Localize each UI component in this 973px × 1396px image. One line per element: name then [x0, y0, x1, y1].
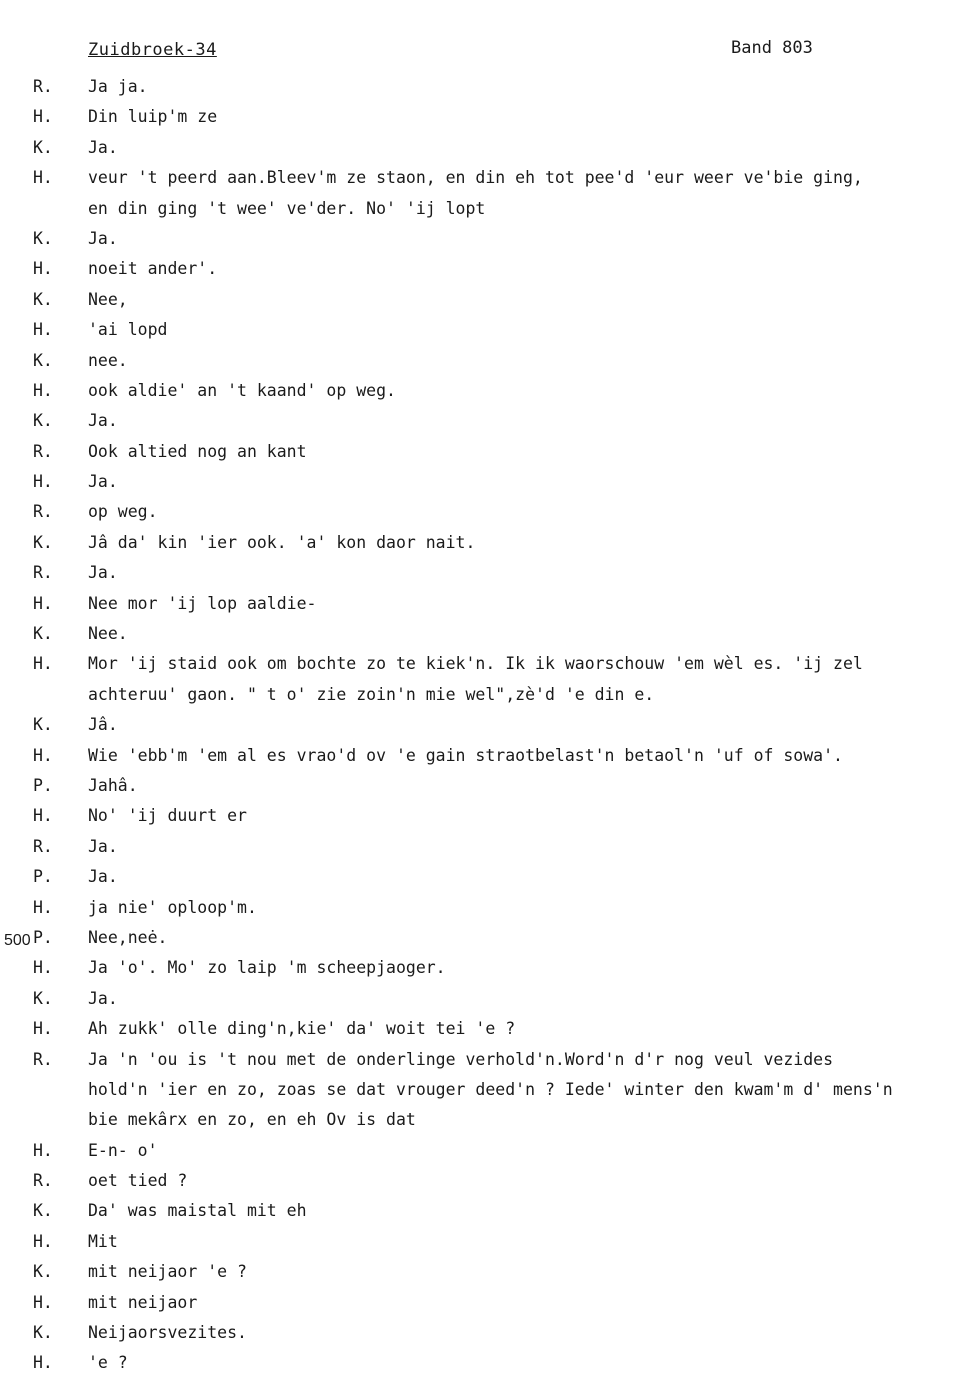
utterance-text: 'e ? [88, 1353, 128, 1373]
transcript-line [0, 1257, 973, 1287]
transcript-line [0, 467, 973, 497]
utterance-text: Jâ da' kin 'ier ook. 'a' kon daor nait. [88, 532, 476, 552]
utterance-text: Ja ja. [88, 77, 148, 96]
utterance-text: E-n- o' [88, 1140, 158, 1160]
speaker-label: H. [33, 1140, 53, 1160]
utterance-text: ja nie' oploop'm. [88, 897, 257, 917]
transcript-line [0, 1014, 973, 1044]
transcript-line [0, 1075, 973, 1105]
transcript-line [0, 832, 973, 862]
utterance-text: noeit ander'. [88, 259, 218, 279]
speaker-label: H. [33, 168, 53, 188]
speaker-label: H. [33, 806, 53, 826]
speaker-label: K. [33, 988, 53, 1008]
utterance-text: Nee,neė. [88, 927, 168, 947]
transcript-line [0, 102, 973, 132]
transcript-line [0, 1288, 973, 1318]
speaker-label: K. [33, 532, 53, 552]
speaker-label: H. [33, 472, 53, 492]
transcript-line [0, 346, 973, 376]
speaker-label: K. [33, 1201, 53, 1221]
transcript-line [0, 589, 973, 619]
speaker-label: H. [33, 1353, 53, 1373]
transcript-line [0, 194, 973, 224]
utterance-text: Din luip'm ze [88, 107, 218, 127]
transcript-line [0, 923, 973, 953]
utterance-text: hold'n 'ier en zo, zoas se dat vrouger deed'n ? Iede' winter den kwam'm d' mens'n [88, 1079, 893, 1099]
utterance-text: No' 'ij duurt er [88, 806, 247, 826]
speaker-label: K. [33, 289, 53, 309]
transcript-line [0, 1105, 973, 1135]
utterance-text: Nee, [88, 289, 128, 309]
speaker-label: R. [33, 77, 53, 96]
transcript-line [0, 163, 973, 193]
speaker-label: H. [33, 593, 53, 613]
transcript-line [0, 1227, 973, 1257]
utterance-text: 'ai lopd [88, 320, 168, 340]
speaker-label: K. [33, 1323, 53, 1343]
speaker-label: K. [33, 1262, 53, 1282]
speaker-label: K. [33, 715, 53, 735]
utterance-text: Ja. [88, 411, 118, 431]
transcript-line [0, 619, 973, 649]
transcript-line [0, 1318, 973, 1348]
utterance-text: op weg. [88, 502, 158, 522]
speaker-label: K. [33, 228, 53, 248]
utterance-text: nee. [88, 350, 128, 370]
speaker-label: R. [33, 563, 53, 583]
speaker-label: R. [33, 502, 53, 522]
utterance-text: achteruu' gaon. " t o' zie zoin'n mie wel",zè'd 'e din e. [88, 684, 655, 704]
speaker-label: R. [33, 836, 53, 856]
speaker-label: K. [33, 350, 53, 370]
speaker-label: H. [33, 745, 53, 765]
transcript-line [0, 710, 973, 740]
utterance-text: Ja. [88, 836, 118, 856]
transcript-line [0, 1348, 973, 1378]
transcript-line [0, 558, 973, 588]
transcript-line [0, 497, 973, 527]
utterance-text: Ja. [88, 228, 118, 248]
transcript-line [0, 741, 973, 771]
speaker-label: R. [33, 1171, 53, 1191]
utterance-text: Mit [88, 1231, 118, 1251]
transcript-line [0, 133, 973, 163]
speaker-label: H. [33, 1019, 53, 1039]
utterance-text: bie mekârx en zo, en eh Ov is dat [88, 1110, 416, 1130]
transcript-line [0, 437, 973, 467]
transcript-line [0, 285, 973, 315]
speaker-label: R. [33, 441, 53, 461]
utterance-text: mit neijaor 'e ? [88, 1262, 247, 1282]
utterance-text: en din ging 't wee' ve'der. No' 'ij lopt [88, 198, 486, 218]
transcript-line [0, 1196, 973, 1226]
utterance-text: oet tied ? [88, 1171, 188, 1191]
tape-label: Band 803 [731, 38, 813, 58]
transcript-line [0, 528, 973, 558]
transcript-line [0, 72, 973, 102]
transcript-lines [0, 72, 973, 1379]
document-title-text: Zuidbroek-34 [88, 40, 217, 60]
transcript-line [0, 953, 973, 983]
utterance-text: Nee mor 'ij lop aaldie- [88, 593, 317, 613]
utterance-text: Mor 'ij staid ook om bochte zo te kiek'n. Ik ik waorschouw 'em wèl es. 'ij zel [88, 654, 863, 674]
transcript-line [0, 984, 973, 1014]
speaker-label: H. [33, 320, 53, 340]
utterance-text: Ja. [88, 472, 118, 492]
utterance-text: Ja. [88, 563, 118, 583]
utterance-text: veur 't peerd aan.Bleev'm ze staon, en din eh tot pee'd 'eur weer ve'bie ging, [88, 168, 863, 188]
speaker-label: P. [33, 775, 53, 795]
utterance-text: Ja 'n 'ou is 't nou met de onderlinge verhold'n.Word'n d'r nog veul vezides [88, 1049, 834, 1069]
utterance-text: Nee. [88, 624, 128, 644]
utterance-text: ook aldie' an 't kaand' op weg. [88, 380, 396, 400]
speaker-label: P. [33, 867, 53, 887]
speaker-label: H. [33, 958, 53, 978]
utterance-text: Neijaorsvezites. [88, 1323, 247, 1343]
margin-counter-note: 500 [4, 932, 31, 949]
utterance-text: Ja. [88, 137, 118, 157]
transcript-line [0, 801, 973, 831]
transcript-line [0, 315, 973, 345]
speaker-label: H. [33, 380, 53, 400]
utterance-text: Ja. [88, 988, 118, 1008]
transcript-line [0, 224, 973, 254]
transcript-line [0, 680, 973, 710]
utterance-text: Ja 'o'. Mo' zo laip 'm scheepjaoger. [88, 958, 446, 978]
transcript-line [0, 1136, 973, 1166]
speaker-label: H. [33, 654, 53, 674]
utterance-text: Wie 'ebb'm 'em al es vrao'd ov 'e gain straotbelast'n betaol'n 'uf of sowa'. [88, 745, 843, 765]
speaker-label: H. [33, 897, 53, 917]
speaker-label: K. [33, 411, 53, 431]
utterance-text: mit neijaor [88, 1292, 198, 1312]
utterance-text: Ook altied nog an kant [88, 441, 307, 461]
transcript-line [0, 862, 973, 892]
transcript-line [0, 893, 973, 923]
utterance-text: Jahâ. [88, 775, 138, 795]
transcript-line [0, 1166, 973, 1196]
transcript-line [0, 771, 973, 801]
speaker-label: H. [33, 259, 53, 279]
speaker-label: K. [33, 137, 53, 157]
speaker-label: R. [33, 1049, 53, 1069]
transcript-line [0, 376, 973, 406]
speaker-label: H. [33, 1292, 53, 1312]
transcript-line [0, 406, 973, 436]
speaker-label: K. [33, 624, 53, 644]
speaker-label: H. [33, 1231, 53, 1251]
utterance-text: Ja. [88, 867, 118, 887]
utterance-text: Jâ. [88, 715, 118, 735]
transcript-line [0, 254, 973, 284]
document-title [88, 40, 217, 60]
speaker-label: H. [33, 107, 53, 127]
utterance-text: Da' was maistal mit eh [88, 1201, 307, 1221]
utterance-text: Ah zukk' olle ding'n,kie' da' woit tei 'e ? [88, 1019, 516, 1039]
transcript-line [0, 1045, 973, 1075]
speaker-label: P. [33, 927, 53, 947]
transcript-line [0, 649, 973, 679]
